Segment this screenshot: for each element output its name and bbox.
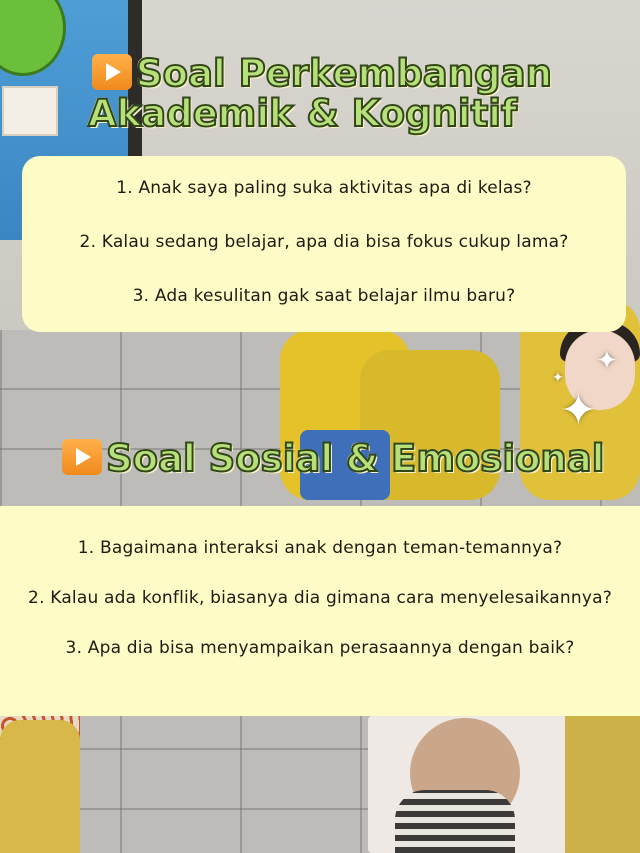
academic-question-2: 2. Kalau sedang belajar, apa dia bisa fokus cukup lama? xyxy=(79,232,569,252)
sparkle-icon: ✦ xyxy=(560,385,597,436)
social-heading-text: Soal Sosial & Emosional xyxy=(106,437,605,480)
play-button-icon xyxy=(62,439,102,475)
academic-question-3: 3. Ada kesulitan gak saat belajar ilmu baru? xyxy=(132,286,516,306)
child-figure xyxy=(0,720,80,853)
teddy-bear-shirt xyxy=(395,790,515,853)
academic-heading-line1 xyxy=(92,52,640,95)
play-button-icon xyxy=(92,54,132,90)
sparkle-icon: ✦ xyxy=(552,370,564,386)
wall-poster xyxy=(2,86,58,136)
social-questions-card xyxy=(0,506,640,716)
academic-heading-text1: Soal Perkembangan xyxy=(136,52,552,95)
social-heading xyxy=(62,437,640,480)
sparkle-icon: ✦ xyxy=(596,346,618,376)
social-question-3: 3. Apa dia bisa menyampaikan perasaannya dengan baik? xyxy=(65,638,575,658)
academic-questions-card xyxy=(22,156,626,332)
social-question-1: 1. Bagaimana interaksi anak dengan teman-temannya? xyxy=(77,538,563,558)
academic-heading-line2: Akademik & Kognitif xyxy=(88,92,518,135)
social-question-2: 2. Kalau ada konflik, biasanya dia gimana cara menyelesaikannya? xyxy=(28,588,612,608)
child-figure xyxy=(565,716,640,853)
academic-question-1: 1. Anak saya paling suka aktivitas apa di kelas? xyxy=(116,178,532,198)
